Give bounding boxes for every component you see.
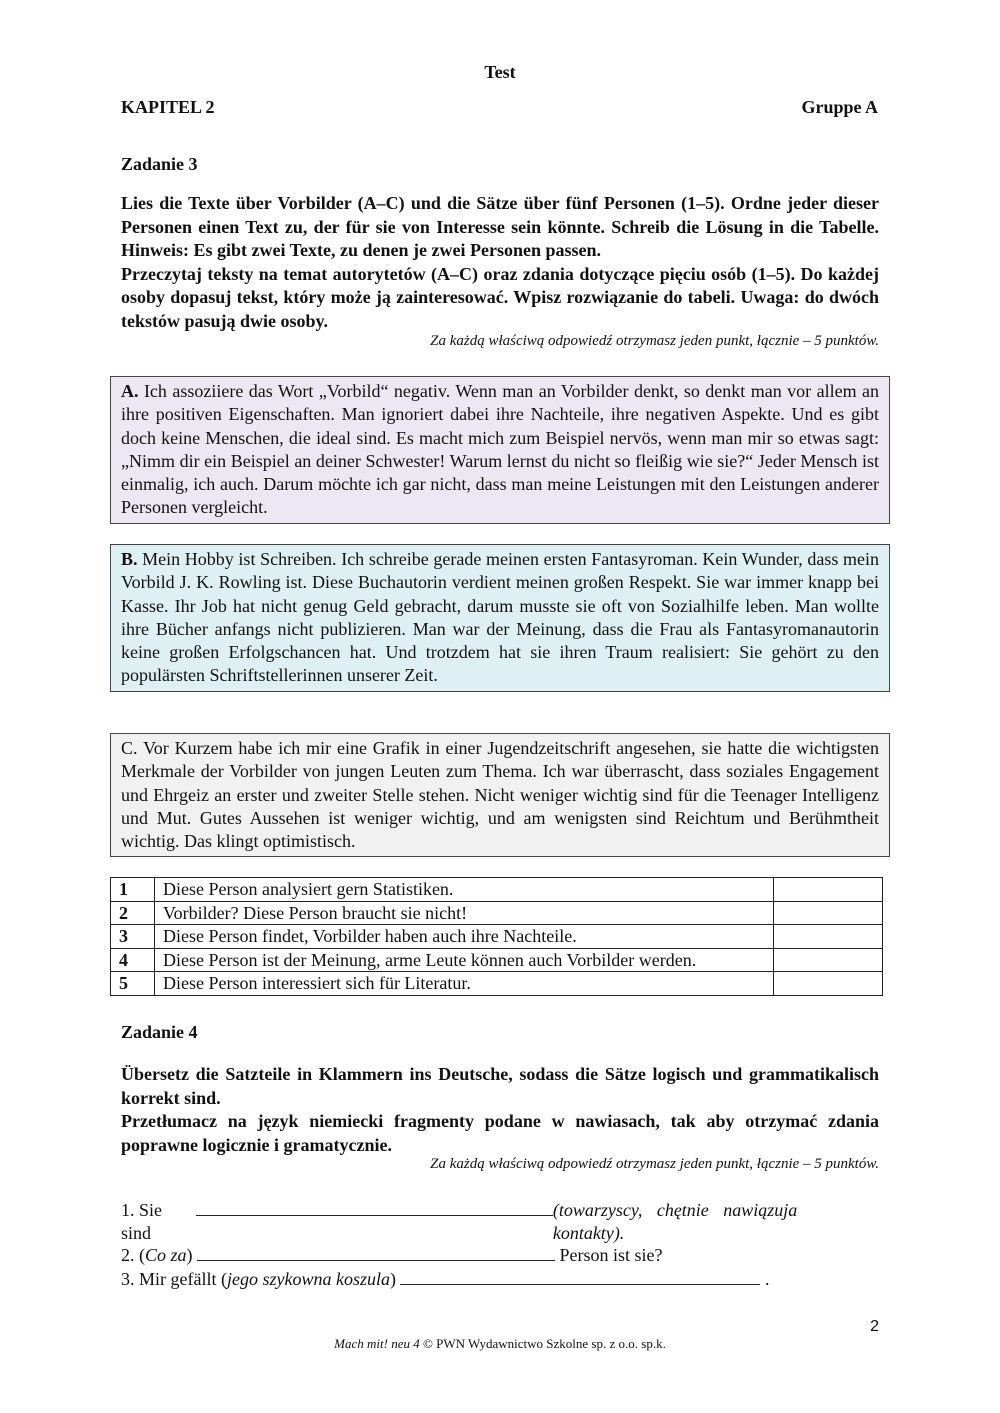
task4-score-note: Za każdą właściwą odpowiedź otrzymasz jeden punkt, łącznie – 5 punktów. bbox=[430, 1156, 879, 1172]
task4-instruction-de: Übersetz die Satzteile in Klammern ins Deutsche, sodass die Sätze logisch und grammatikalisch korrekt sind. bbox=[121, 1064, 879, 1108]
item-suffix: . bbox=[764, 1269, 770, 1289]
task3-instruction-de: Lies die Texte über Vorbilder (A–C) und die Sätze über fünf Personen (1–5). Ordne jeder dieser Personen einen Text zu, der für sie von Interesse sein könnte. Schreib die Lösung in die Tabelle. Hinweis: Es gibt zwei Texte, zu denen je zwei Personen passen. bbox=[121, 193, 879, 260]
page-number: 2 bbox=[870, 1318, 879, 1335]
item-prefix: 1. Sie sind bbox=[121, 1200, 163, 1243]
item-hint: (towarzyscy, chętnie nawiązuja kontakty). bbox=[552, 1200, 798, 1243]
footer bbox=[0, 1336, 1000, 1352]
text-letter: A. bbox=[121, 381, 139, 401]
task3-instruction-pl: Przeczytaj teksty na temat autorytetów (A–C) oraz zdania dotyczące pięciu osób (1–5). Do każdej osoby dopasuj tekst, który może ją zainteresować. Wpisz rozwiązanie do tabeli. Uwaga: do dwóch tekstów pasują dwie osoby. bbox=[121, 263, 879, 331]
statement-number: 5 bbox=[111, 972, 155, 996]
text-letter: C. bbox=[121, 738, 138, 758]
answer-blank[interactable] bbox=[400, 1270, 760, 1285]
answer-table bbox=[110, 877, 883, 996]
task4-instructions bbox=[121, 1063, 879, 1157]
statement-text: Diese Person analysiert gern Statistiken. bbox=[155, 878, 774, 902]
text-box-c bbox=[110, 733, 890, 857]
statement-text: Vorbilder? Diese Person braucht sie nicht! bbox=[155, 901, 774, 925]
statement-text: Diese Person findet, Vorbilder haben auch ihre Nachteile. bbox=[155, 925, 774, 949]
item-hint: Co za bbox=[145, 1245, 187, 1265]
answer-cell[interactable] bbox=[774, 901, 883, 925]
statement-number: 3 bbox=[111, 925, 155, 949]
answer-cell[interactable] bbox=[774, 925, 883, 949]
answer-cell[interactable] bbox=[774, 948, 883, 972]
book-title: Mach mit! neu 4 bbox=[334, 1336, 420, 1351]
table-row bbox=[111, 901, 883, 925]
task3-score-note: Za każdą właściwą odpowiedź otrzymasz jeden punkt, łącznie – 5 punktów. bbox=[430, 333, 879, 349]
text-letter: B. bbox=[121, 549, 138, 569]
statement-text: Diese Person interessiert sich für Literatur. bbox=[155, 972, 774, 996]
chapter-label: KAPITEL 2 bbox=[121, 97, 215, 117]
task3-heading: Zadanie 3 bbox=[121, 154, 198, 174]
answer-blank[interactable] bbox=[196, 1201, 553, 1216]
answer-cell[interactable] bbox=[774, 972, 883, 996]
exercise-item-1 bbox=[121, 1199, 879, 1245]
item-prefix: 2. ( bbox=[121, 1245, 145, 1265]
answer-blank[interactable] bbox=[197, 1246, 555, 1261]
task4-heading: Zadanie 4 bbox=[121, 1022, 198, 1042]
text-box-b bbox=[110, 544, 890, 692]
item-prefix: 3. Mir gefällt ( bbox=[121, 1269, 227, 1289]
statement-number: 2 bbox=[111, 901, 155, 925]
table-row bbox=[111, 878, 883, 902]
copyright: © PWN Wydawnictwo Szkolne sp. z o.o. sp.k. bbox=[422, 1336, 666, 1351]
group-label: Gruppe A bbox=[801, 97, 878, 117]
answer-cell[interactable] bbox=[774, 878, 883, 902]
exercise-item-3: 3. Mir gefällt (jego szykowna koszula) . bbox=[121, 1269, 770, 1289]
text-body: Mein Hobby ist Schreiben. Ich schreibe gerade meinen ersten Fantasyroman. Kein Wunder, dass mein Vorbild J. K. Rowling ist. Diese Buchautorin verdient meinen großen Respekt. Sie war immer knapp bei Kasse. Ihr Job hat nicht genug Geld gebracht, darum musste sie oft von Sozialhilfe leben. Man wollte ihre Bücher anfangs nicht publizieren. Man war der Meinung, dass die Frau als Fantasyromanautorin keine großen Erfolgschancen hat. Und trotzdem hat sie ihren Traum realisiert: Sie gehört zu den populärsten Schriftstellerinnen unserer Zeit. bbox=[121, 549, 879, 686]
exercise-item-2: 2. (Co za) Person ist sie? bbox=[121, 1245, 663, 1265]
text-box-a bbox=[110, 376, 890, 524]
text-body: Vor Kurzem habe ich mir eine Grafik in einer Jugendzeitschrift angesehen, sie hatte die wichtigsten Merkmale der Vorbilder von jungen Leuten zum Thema. Ich war überrascht, dass soziales Engagement und Ehrgeiz an erster und zweiter Stelle stehen. Nicht weniger wichtig sind für die Teenager Intelligenz und Mut. Gutes Aussehen ist weniger wichtig, und am wenigsten sind Reichtum und Berühmtheit wichtig. Das klingt optimistisch. bbox=[121, 738, 879, 852]
item-hint: jego szykowna koszula bbox=[226, 1269, 390, 1289]
task4-instruction-pl: Przetłumacz na język niemiecki fragmenty podane w nawiasach, tak aby otrzymać zdania poprawne logicznie i gramatycznie. bbox=[121, 1111, 879, 1155]
table-row bbox=[111, 948, 883, 972]
statement-number: 1 bbox=[111, 878, 155, 902]
page-title: Test bbox=[484, 62, 516, 82]
table-row bbox=[111, 925, 883, 949]
statement-text: Diese Person ist der Meinung, arme Leute können auch Vorbilder werden. bbox=[155, 948, 774, 972]
statement-number: 4 bbox=[111, 948, 155, 972]
task3-instructions bbox=[121, 192, 879, 333]
table-row bbox=[111, 972, 883, 996]
text-body: Ich assoziiere das Wort „Vorbild“ negativ. Wenn man an Vorbilder denkt, so denkt man vor allem an ihre positiven Eigenschaften. Man ignoriert dabei ihre Nachteile, ihre negativen Aspekte. Und es gibt doch keine Menschen, die ideal sind. Es macht mich zum Beispiel nervös, wenn man mir so etwas sagt: „Nimm dir ein Beispiel an deiner Schwester! Warum lernst du nicht so fleißig wie sie?“ Jeder Mensch ist einmalig, ich auch. Darum möchte ich gar nicht, dass man meine Leistungen mit den Leistungen anderer Personen vergleicht. bbox=[121, 381, 879, 518]
item-suffix: Person ist sie? bbox=[559, 1245, 663, 1265]
